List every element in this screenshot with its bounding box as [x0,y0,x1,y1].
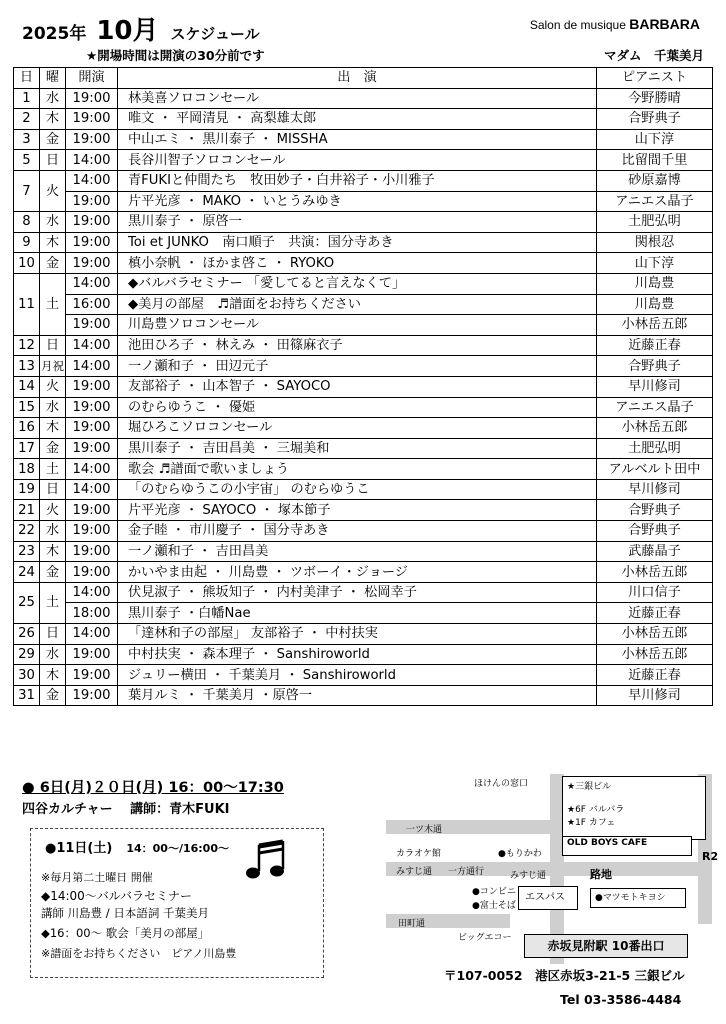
map-big-echo: ビッグエコー [458,933,512,943]
map-morikawa: ●もりかわ [498,849,542,859]
day-cell: 30 [14,665,40,686]
performers-cell: ◆バルバラセミナー 「愛してると言えなくて」 [118,273,597,294]
time-cell: 19:00 [66,88,118,109]
map-karaoke: カラオケ館 [396,849,441,859]
pianist-cell: 川口信子 [597,582,713,603]
day-cell: 22 [14,521,40,542]
map-sangin: ★三銀ビル [567,782,612,792]
table-row [14,129,713,150]
madam-name: マダム 千葉美月 [603,48,704,63]
title-month: 10月 [96,16,159,46]
pianist-cell: 小林岳五郎 [597,644,713,665]
seminar-date [45,837,229,856]
address: 〒107-0052 港区赤坂3-21-5 三銀ビル [444,968,685,983]
pianist-cell: 小林岳五郎 [597,624,713,645]
seminar-barbara: ◆14:00～バルバラセミナー [41,889,192,903]
day-cell: 25 [14,582,40,623]
time-cell: 19:00 [66,397,118,418]
pianist-cell: 合野典子 [597,500,713,521]
day-cell: 18 [14,459,40,480]
title-schedule: スケジュール [170,25,260,43]
schedule-title [22,10,260,47]
pianist-cell: 今野勝晴 [597,88,713,109]
pianist-cell: 近藤正春 [597,603,713,624]
performers-cell: 長谷川智子ソロコンセール [118,150,597,171]
col-performers: 出 演 [118,68,597,89]
time-cell: 19:00 [66,644,118,665]
performers-cell: Toi et JUNKO 南口順子 共演：国分寺あき [118,232,597,253]
culture-dates: ● 6日(月)２０日(月) 16：00～17:30 [22,780,284,796]
time-cell: 19:00 [66,212,118,233]
weekday-cell: 水 [40,521,66,542]
weekday-cell: 火 [40,170,66,211]
table-row [14,232,713,253]
weekday-cell: 木 [40,109,66,130]
map-roji: 路地 [590,868,612,881]
map-cafe: ★1F カフェ [567,818,616,828]
time-cell: 16:00 [66,294,118,315]
table-row [14,665,713,686]
table-row [14,562,713,583]
table-row [14,459,713,480]
day-cell: 15 [14,397,40,418]
pianist-cell: アルベルト田中 [597,459,713,480]
table-row [14,624,713,645]
table-row [14,335,713,356]
table-row [14,273,713,294]
weekday-cell: 日 [40,150,66,171]
map-misuji2: みすじ通 [510,871,547,881]
map-sangin-building [562,776,706,840]
day-cell: 23 [14,541,40,562]
weekday-cell: 火 [40,376,66,397]
weekday-cell: 水 [40,212,66,233]
seminar-box [30,828,324,978]
performers-cell: 葉月ルミ ・ 千葉美月 ・原啓一 [118,685,597,706]
day-cell: 12 [14,335,40,356]
station-name: 赤坂見附駅 [547,939,608,953]
col-time: 開演 [66,68,118,89]
performers-cell: 片平光彦 ・ SAYOCO ・ 塚本節子 [118,500,597,521]
map-espas: エスパス [518,886,578,910]
weekday-cell: 水 [40,644,66,665]
time-cell: 19:00 [66,438,118,459]
day-cell: 10 [14,253,40,274]
time-cell: 19:00 [66,500,118,521]
time-cell: 19:00 [66,191,118,212]
table-header-row [14,68,713,89]
map-tamachi: 田町通 [398,919,426,929]
time-cell: 19:00 [66,315,118,336]
map-matsumoto: ●マツモトキヨシ [590,888,686,908]
performers-cell: 伏見淑子 ・ 熊坂知子 ・ 内村美津子 ・ 松岡幸子 [118,582,597,603]
weekday-cell: 日 [40,624,66,645]
pianist-cell: 近藤正春 [597,335,713,356]
table-row [14,294,713,315]
time-cell: 19:00 [66,685,118,706]
weekday-cell: 金 [40,253,66,274]
table-row [14,521,713,542]
day-cell: 19 [14,479,40,500]
map-r2: R2 [702,850,719,863]
pianist-cell: 近藤正春 [597,665,713,686]
seminar-note: ※毎月第二土曜日 開催 [41,871,153,884]
schedule-table [13,67,713,706]
performers-cell: 一ノ瀬和子 ・ 田辺元子 [118,356,597,377]
time-cell: 19:00 [66,418,118,439]
time-cell: 19:00 [66,541,118,562]
table-row [14,438,713,459]
pianist-cell: 小林岳五郎 [597,418,713,439]
pianist-cell: 早川修司 [597,479,713,500]
time-cell: 14:00 [66,150,118,171]
weekday-cell: 月祝 [40,356,66,377]
day-cell: 24 [14,562,40,583]
map-bank: ほけんの窓口 [474,779,529,789]
day-cell: 29 [14,644,40,665]
table-row [14,418,713,439]
map-konbini: ●コンビニ [472,887,516,897]
table-row [14,541,713,562]
time-cell: 19:00 [66,376,118,397]
performers-cell: 一ノ瀬和子 ・ 吉田昌美 [118,541,597,562]
performers-cell: 青FUKIと仲間たち 牧田妙子・白井裕子・小川雅子 [118,170,597,191]
weekday-cell: 金 [40,129,66,150]
weekday-cell: 火 [40,500,66,521]
pianist-cell: 合野典子 [597,109,713,130]
map-ippou: 一方通行 [448,867,485,877]
weekday-cell: 金 [40,685,66,706]
day-cell: 14 [14,376,40,397]
music-notes-icon [243,837,297,885]
performers-cell: 金子睦 ・ 市川慶子 ・ 国分寺あき [118,521,597,542]
map-old-boys: OLD BOYS CAFE [562,836,692,856]
weekday-cell: 土 [40,459,66,480]
time-cell: 14:00 [66,356,118,377]
table-row [14,170,713,191]
time-cell: 14:00 [66,170,118,191]
col-pianist: ピアニスト [597,68,713,89]
time-cell: 18:00 [66,603,118,624]
performers-cell: 池田ひろ子 ・ 林えみ ・ 田篠麻衣子 [118,335,597,356]
performers-cell: 中山エミ ・ 黒川泰子 ・ MISSHA [118,129,597,150]
road-misuji [386,862,710,876]
table-row [14,88,713,109]
salon-prefix: Salon de musique [529,18,630,32]
pianist-cell: 合野典子 [597,356,713,377]
time-cell: 19:00 [66,665,118,686]
map-barbara: ★6F バルバラ [567,805,625,815]
day-cell: 13 [14,356,40,377]
map-station [524,934,688,958]
table-row [14,500,713,521]
weekday-cell: 木 [40,232,66,253]
day-cell: 3 [14,129,40,150]
time-cell: 14:00 [66,479,118,500]
table-row [14,479,713,500]
performers-cell: 中村扶実 ・ 森本理子 ・ Sanshiroworld [118,644,597,665]
telephone: Tel 03-3586-4484 [560,992,682,1007]
map-fujisoba: ●富士そば [472,901,516,911]
table-row [14,150,713,171]
time-cell: 19:00 [66,253,118,274]
map-misuji1: みすじ通 [396,867,433,877]
pianist-cell: 土肥弘明 [597,212,713,233]
day-cell: 31 [14,685,40,706]
table-row [14,212,713,233]
time-cell: 14:00 [66,335,118,356]
salon-barbara: BARBARA [629,16,700,32]
performers-cell: 堀ひろこソロコンセール [118,418,597,439]
pianist-cell: 山下淳 [597,253,713,274]
weekday-cell: 水 [40,88,66,109]
performers-cell: 「のむらゆうこの小宇宙」 のむらゆうこ [118,479,597,500]
performers-cell: 友部裕子 ・ 山本智子 ・ SAYOCO [118,376,597,397]
weekday-cell: 土 [40,273,66,335]
performers-cell: 林美喜ソロコンセール [118,88,597,109]
performers-cell: 「達林和子の部屋」 友部裕子 ・ 中村扶実 [118,624,597,645]
weekday-cell: 水 [40,397,66,418]
pianist-cell: 合野典子 [597,521,713,542]
table-row [14,253,713,274]
table-row [14,397,713,418]
day-cell: 5 [14,150,40,171]
schedule-body [14,88,713,706]
table-row [14,376,713,397]
time-cell: 14:00 [66,273,118,294]
performers-cell: ジュリー横田 ・ 千葉美月 ・ Sanshiroworld [118,665,597,686]
performers-cell: のむらゆうこ ・ 優姫 [118,397,597,418]
weekday-cell: 木 [40,665,66,686]
performers-cell: 黒川泰子 ・ 吉田昌美 ・ 三堀美和 [118,438,597,459]
lower-section [0,760,726,1024]
pianist-cell: 川島豊 [597,294,713,315]
seminar-utakai: ◆16：00～ 歌会「美月の部屋」 [41,926,210,940]
day-cell: 26 [14,624,40,645]
performers-cell: 黒川泰子 ・白幡Nae [118,603,597,624]
pianist-cell: 早川修司 [597,685,713,706]
access-map [376,774,720,964]
pianist-cell: 土肥弘明 [597,438,713,459]
pianist-cell: 関根忍 [597,232,713,253]
salon-name [530,16,700,32]
performers-cell: 槙小奈帆 ・ ほかま啓こ ・ RYOKO [118,253,597,274]
time-cell: 19:00 [66,129,118,150]
map-hitotsugi: 一ツ木通 [406,825,443,835]
pianist-cell: 早川修司 [597,376,713,397]
weekday-cell: 金 [40,438,66,459]
weekday-cell: 木 [40,541,66,562]
time-cell: 19:00 [66,562,118,583]
pianist-cell: アニエス晶子 [597,397,713,418]
weekday-cell: 日 [40,335,66,356]
pianist-cell: 比留間千里 [597,150,713,171]
table-row [14,109,713,130]
weekday-cell: 日 [40,479,66,500]
performers-cell: かいやま由起 ・ 川島豊 ・ ツボーイ・ジョージ [118,562,597,583]
pianist-cell: 小林岳五郎 [597,315,713,336]
title-year: 2025年 [22,24,87,44]
table-row [14,356,713,377]
day-cell: 16 [14,418,40,439]
time-cell: 14:00 [66,582,118,603]
day-cell: 21 [14,500,40,521]
day-cell: 2 [14,109,40,130]
table-row [14,315,713,336]
time-cell: 19:00 [66,521,118,542]
day-cell: 17 [14,438,40,459]
seminar-times: 14：00～/16:00～ [126,842,229,855]
culture-title: 四谷カルチャー 講師：青木FUKI [22,802,230,817]
day-cell: 11 [14,273,40,335]
col-day: 日 [14,68,40,89]
table-row [14,685,713,706]
time-cell: 19:00 [66,232,118,253]
seminar-teacher: 講師 川島豊 / 日本語詞 千葉美月 [41,906,209,920]
day-cell: 9 [14,232,40,253]
seminar-day: ●11日(土) [45,841,113,856]
weekday-cell: 土 [40,582,66,623]
time-cell: 14:00 [66,624,118,645]
table-row [14,603,713,624]
station-exit: 10番出口 [611,939,665,953]
pianist-cell: 武藤晶子 [597,541,713,562]
pianist-cell: 山下淳 [597,129,713,150]
table-row [14,582,713,603]
opening-note: ★開場時間は開演の30分前です [86,48,265,63]
pianist-cell: 小林岳五郎 [597,562,713,583]
pianist-cell: 砂原嘉博 [597,170,713,191]
performers-cell: ◆美月の部屋 ♬譜面をお持ちください [118,294,597,315]
weekday-cell: 金 [40,562,66,583]
day-cell: 8 [14,212,40,233]
performers-cell: 歌会 ♬譜面で歌いましょう [118,459,597,480]
performers-cell: 唯文 ・ 平岡清見 ・ 高梨雄太郎 [118,109,597,130]
pianist-cell: アニエス晶子 [597,191,713,212]
day-cell: 7 [14,170,40,211]
time-cell: 14:00 [66,459,118,480]
table-row [14,191,713,212]
performers-cell: 川島豊ソロコンセール [118,315,597,336]
col-weekday: 曜 [40,68,66,89]
table-row [14,644,713,665]
performers-cell: 片平光彦 ・ MAKO ・ いとうみゆき [118,191,597,212]
seminar-bring-score: ※譜面をお持ちください ピアノ川島豊 [41,947,237,960]
weekday-cell: 木 [40,418,66,439]
day-cell: 1 [14,88,40,109]
pianist-cell: 川島豊 [597,273,713,294]
page-header [0,0,726,66]
time-cell: 19:00 [66,109,118,130]
performers-cell: 黒川泰子 ・ 原啓一 [118,212,597,233]
